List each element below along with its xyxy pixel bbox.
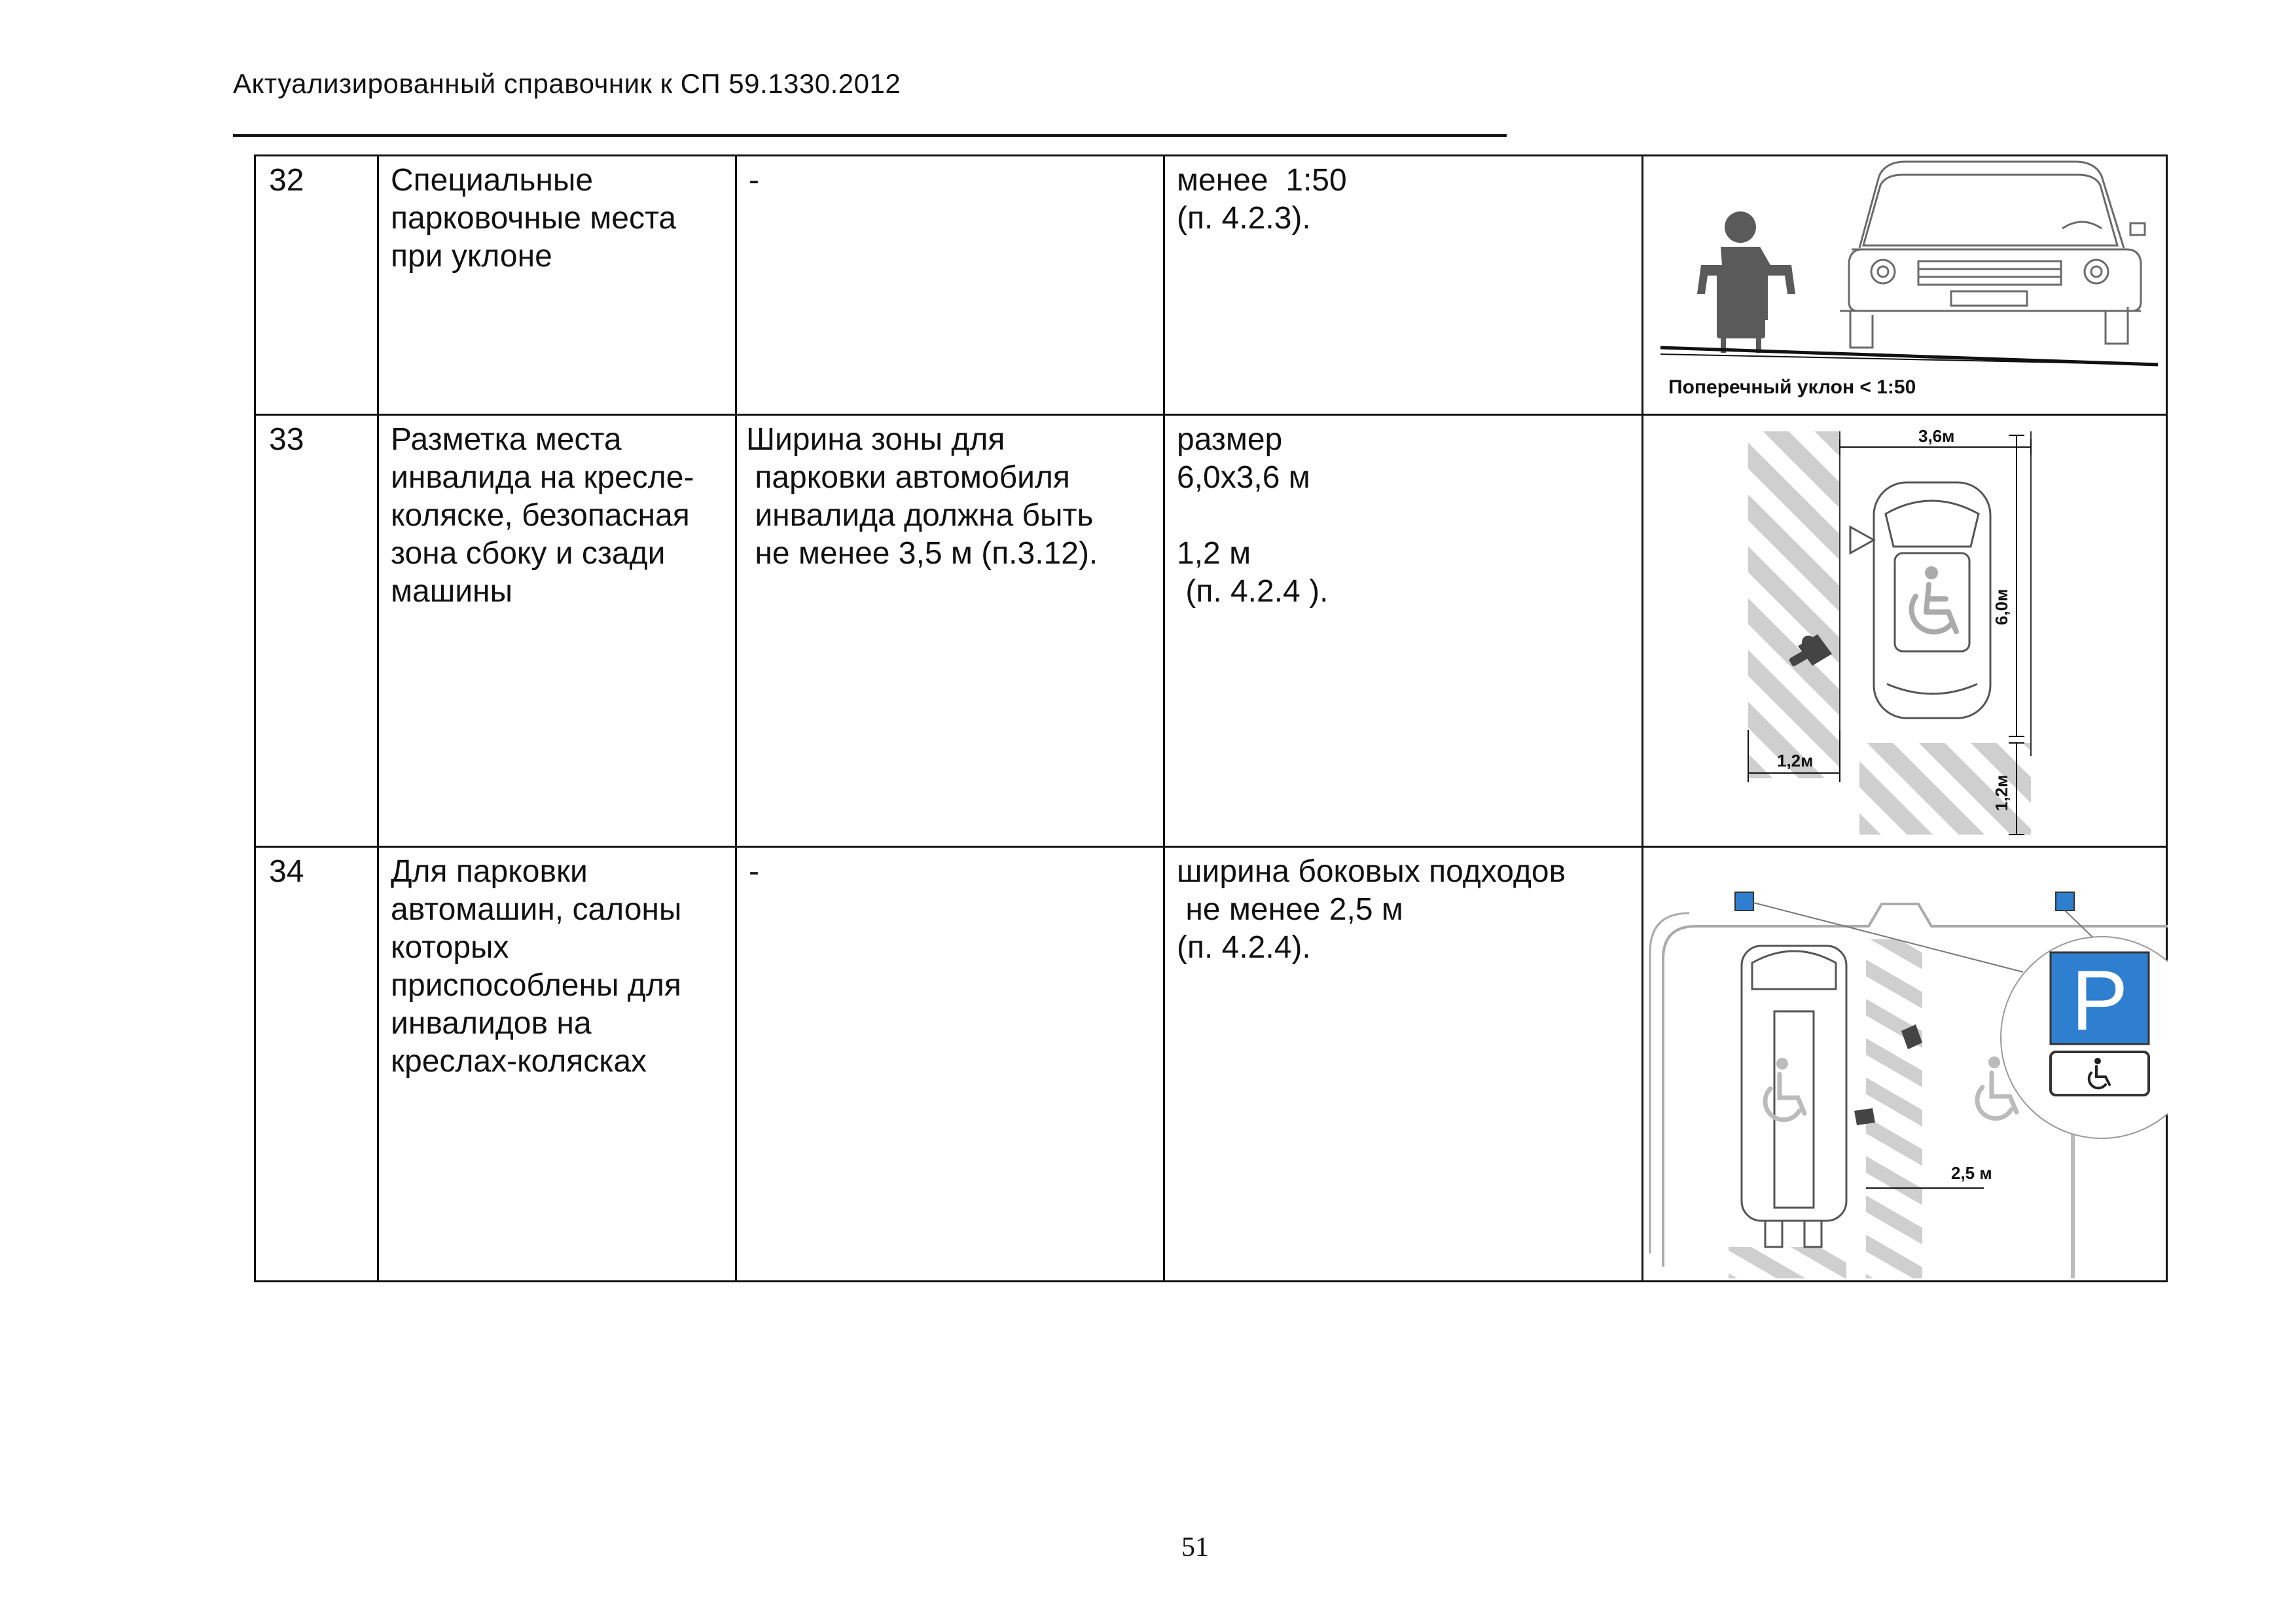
norm-line: менее 1:50 — [1177, 163, 1347, 198]
access-aisle — [1866, 939, 1922, 1278]
sign-post-marker — [1735, 892, 1753, 911]
document-header-title: Актуализированный справочник к СП 59.1330.2012 — [233, 68, 901, 99]
name-line: парковочные места — [391, 201, 677, 236]
norm-cell — [1164, 847, 1643, 1282]
side-safety-zone — [1748, 431, 1840, 778]
name-cell — [378, 156, 736, 415]
name-line: машины — [391, 574, 513, 609]
row-number-cell — [255, 415, 378, 847]
requirement-cell — [736, 847, 1164, 1282]
name-line: зона сбоку и сзади — [391, 536, 666, 571]
name-line: Разметка места — [391, 422, 622, 457]
car-top-view-icon — [1850, 482, 1990, 718]
name-line: автомашин, салоны — [391, 892, 682, 927]
requirement-cell — [736, 415, 1164, 847]
requirement-line: - — [749, 854, 759, 889]
name-line: коляске, безопасная — [391, 498, 690, 533]
name-line: которых — [391, 930, 509, 965]
figure-cell — [1643, 415, 2167, 847]
row-number: 34 — [269, 854, 304, 889]
requirements-table — [254, 154, 2168, 1282]
rear-zone-dimension-label: 1,2м — [1992, 774, 2011, 811]
wheelchair-user-icon — [1697, 211, 1795, 353]
norm-cell — [1164, 415, 1643, 847]
name-line: Для парковки — [391, 854, 588, 889]
requirement-line: - — [749, 163, 759, 198]
slope-parking-illustration — [1643, 156, 2168, 412]
norm-line: ширина боковых подходов — [1177, 854, 1566, 889]
car-front-icon — [1840, 162, 2145, 348]
requirement-cell — [736, 156, 1164, 415]
norm-line: (п. 4.2.3). — [1177, 201, 1311, 236]
figure-cell — [1643, 156, 2167, 415]
name-line: креслах-колясках — [391, 1044, 647, 1079]
norm-line: 6,0х3,6 м — [1177, 460, 1310, 495]
name-line: приспособлены для — [391, 968, 681, 1003]
name-cell — [378, 847, 736, 1282]
requirement-line: не менее 3,5 м (п.3.12). — [746, 536, 1098, 571]
norm-cell — [1164, 156, 1643, 415]
side-zone-dimension-label: 1,2м — [1777, 751, 1814, 770]
name-line: при уклоне — [391, 239, 552, 274]
parking-space-marking-diagram — [1643, 416, 2168, 844]
name-cell — [378, 415, 736, 847]
norm-line: не менее 2,5 м — [1177, 892, 1403, 927]
length-dimension — [2009, 435, 2024, 736]
norm-line: (п. 4.2.4 ). — [1177, 574, 1329, 609]
side-access-dimension-label: 2,5 м — [1951, 1163, 1992, 1183]
norm-line: (п. 4.2.4). — [1177, 930, 1311, 965]
norm-line: 1,2 м — [1177, 536, 1251, 571]
length-dimension-label: 6,0м — [1992, 588, 2011, 625]
row-number-cell — [255, 156, 378, 415]
norm-line — [1177, 497, 1630, 535]
requirement-line: парковки автомобиля — [746, 460, 1070, 495]
page-number: 51 — [1181, 1532, 1209, 1562]
row-number: 32 — [269, 163, 304, 198]
name-line: инвалида на кресле- — [391, 460, 694, 495]
row-number: 33 — [269, 422, 304, 457]
requirement-line: инвалида должна быть — [746, 498, 1094, 533]
norm-line: размер — [1177, 422, 1283, 457]
requirement-line: Ширина зоны для — [746, 422, 1005, 457]
table-row — [255, 415, 2167, 847]
table-row — [255, 156, 2167, 415]
slope-caption: Поперечный уклон < 1:50 — [1668, 376, 1916, 398]
figure-cell — [1643, 847, 2167, 1282]
name-line: инвалидов на — [391, 1006, 592, 1041]
table-row — [255, 847, 2167, 1282]
row-number-cell — [255, 847, 378, 1282]
width-dimension-label: 3,6м — [1918, 426, 1955, 446]
parking-sign-letter: P — [2071, 952, 2128, 1048]
van-parking-diagram — [1643, 848, 2168, 1278]
name-line: Специальные — [391, 163, 594, 198]
header-rule — [233, 134, 1507, 137]
sign-post-marker — [2056, 892, 2074, 911]
